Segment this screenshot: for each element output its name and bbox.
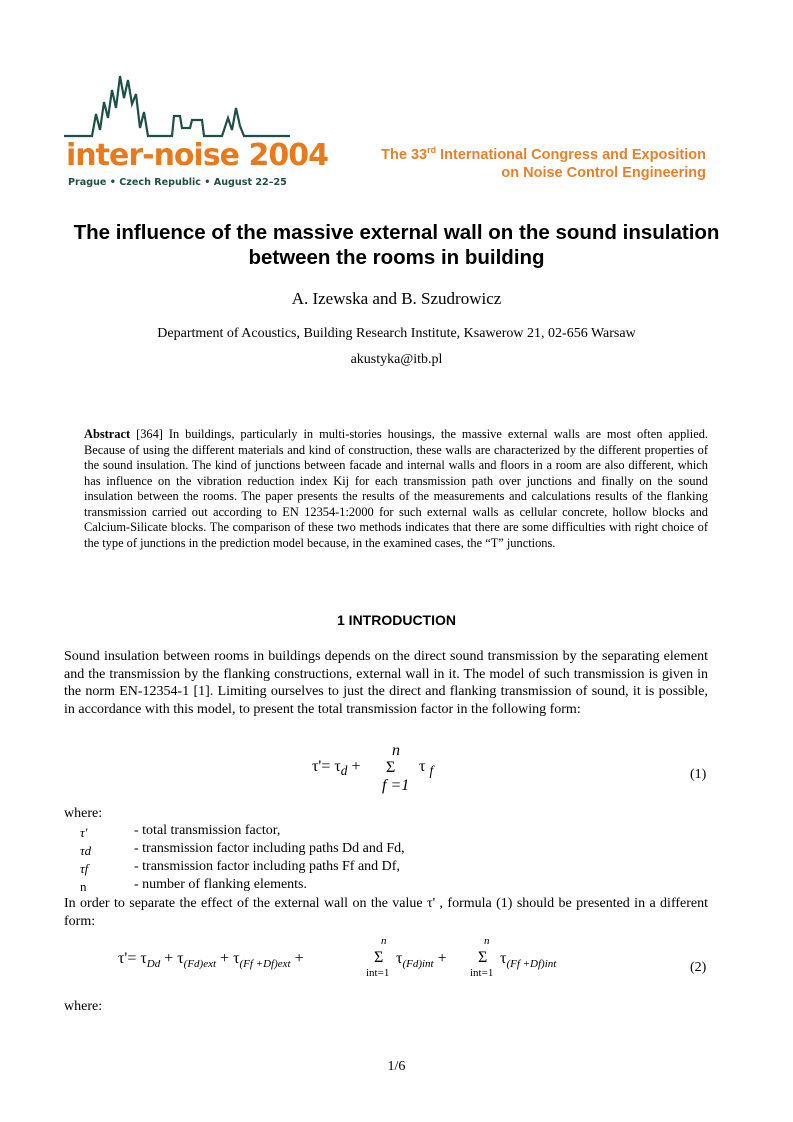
equation-2-number: (2) <box>690 960 707 975</box>
equation-1-sigma: Σ <box>386 759 396 776</box>
where-label-1: where: <box>64 806 103 821</box>
definition-symbol: n <box>80 879 87 894</box>
contact-email[interactable]: akustyka@itb.pl <box>350 352 443 367</box>
equation-1-number: (1) <box>690 767 707 782</box>
logo-subtitle: Prague • Czech Republic • August 22–25 <box>68 177 287 188</box>
equation-2-sum1-top: n <box>381 935 387 947</box>
page-number: 1/6 <box>387 1059 406 1074</box>
definition-text: - number of flanking elements. <box>134 877 308 892</box>
intro-paragraph: Sound insulation between rooms in buildings depends on the direct sound transmission by the separating element and the transmission by the flanking constructions, external wall in it. The model of such transmission is given in the norm EN-12354-1 [1]. Limiting ourselves to just the direct and flanking transmission of sound, it is possible, in accordance with this model, to present the total transmission factor in the following form: <box>64 649 708 717</box>
equation-2-sigma-1: Σ <box>374 949 384 966</box>
separate-paragraph: In order to separate the effect of the external wall on the value τ' , formula (1) should be presented in a different form: <box>64 896 708 929</box>
definition-symbol: τd <box>80 843 92 858</box>
abstract <box>84 427 708 551</box>
congress-title: The 33rd International Congress and Exposition on Noise Control Engineering <box>381 145 706 181</box>
equation-2-term-ffdf: $\tau_{(Ff +Df)int}$ <box>500 950 557 971</box>
equation-1-sum-top: n <box>392 742 400 759</box>
definition-symbol: τ' <box>80 825 88 840</box>
paper-title: The influence of the massive external wall on the sound insulation between the rooms in building <box>73 221 720 269</box>
definition-symbol: τf <box>80 861 89 876</box>
section-heading: 1 INTRODUCTION <box>337 612 456 628</box>
abstract-text: [364] In buildings, particularly in multi-stories housings, the massive external walls are most often applied. Because of using the different materials and kind of construction, these walls are characterized by the different properties of the sound insulation. The kind of junctions between facade and internal walls and floors in a room are also different, which has influence on the vibration reduction index Kij for each transmission path over junctions and finally on the sound insulation between the rooms. The paper presents the results of the measurements and calculations results of the flanking transmission carried out according to EN 12354-1:2000 for such external walls as cellular concrete, hollow blocks and Calcium-Silicate blocks. The comparison of these two methods indicates that there are some difficulties with right choice of the type of junctions in the prediction model because, in the examined cases, the “T” junctions. <box>84 427 708 550</box>
conference-logo-skyline <box>62 68 294 192</box>
equation-2-sigma-2: Σ <box>478 949 488 966</box>
definition-text: - transmission factor including paths Dd and Fd, <box>134 841 405 856</box>
logo-wordmark: inter-noise 2004 <box>66 138 328 173</box>
affiliation: Department of Acoustics, Building Research Institute, Ksawerow 21, 02-656 Warsaw <box>157 326 636 341</box>
equation-2: $\tau'= \tau_{Dd} + \tau_{(Fd)ext} + \tau_{(Ff +Df)ext}$ + <box>118 950 304 971</box>
equation-2-sum2-top: n <box>484 935 490 947</box>
equation-2-sum2-bottom: int=1 <box>470 967 494 979</box>
definition-text: - total transmission factor, <box>134 823 281 838</box>
equation-1-sum-bottom: f =1 <box>382 777 410 794</box>
abstract-label: Abstract <box>84 427 131 441</box>
equation-1-term: τ $_f$ <box>419 758 434 779</box>
equation-1: $\tau'= \tau_d$ + <box>312 758 361 779</box>
definition-text: - transmission factor including paths Ff and Df, <box>134 859 400 874</box>
where-label-2: where: <box>64 999 103 1014</box>
equation-2-term-fd: $\tau_{(Fd)int}$ + <box>396 950 447 971</box>
equation-2-sum1-bottom: int=1 <box>366 967 390 979</box>
paper-authors: A. Izewska and B. Szudrowicz <box>291 289 502 308</box>
